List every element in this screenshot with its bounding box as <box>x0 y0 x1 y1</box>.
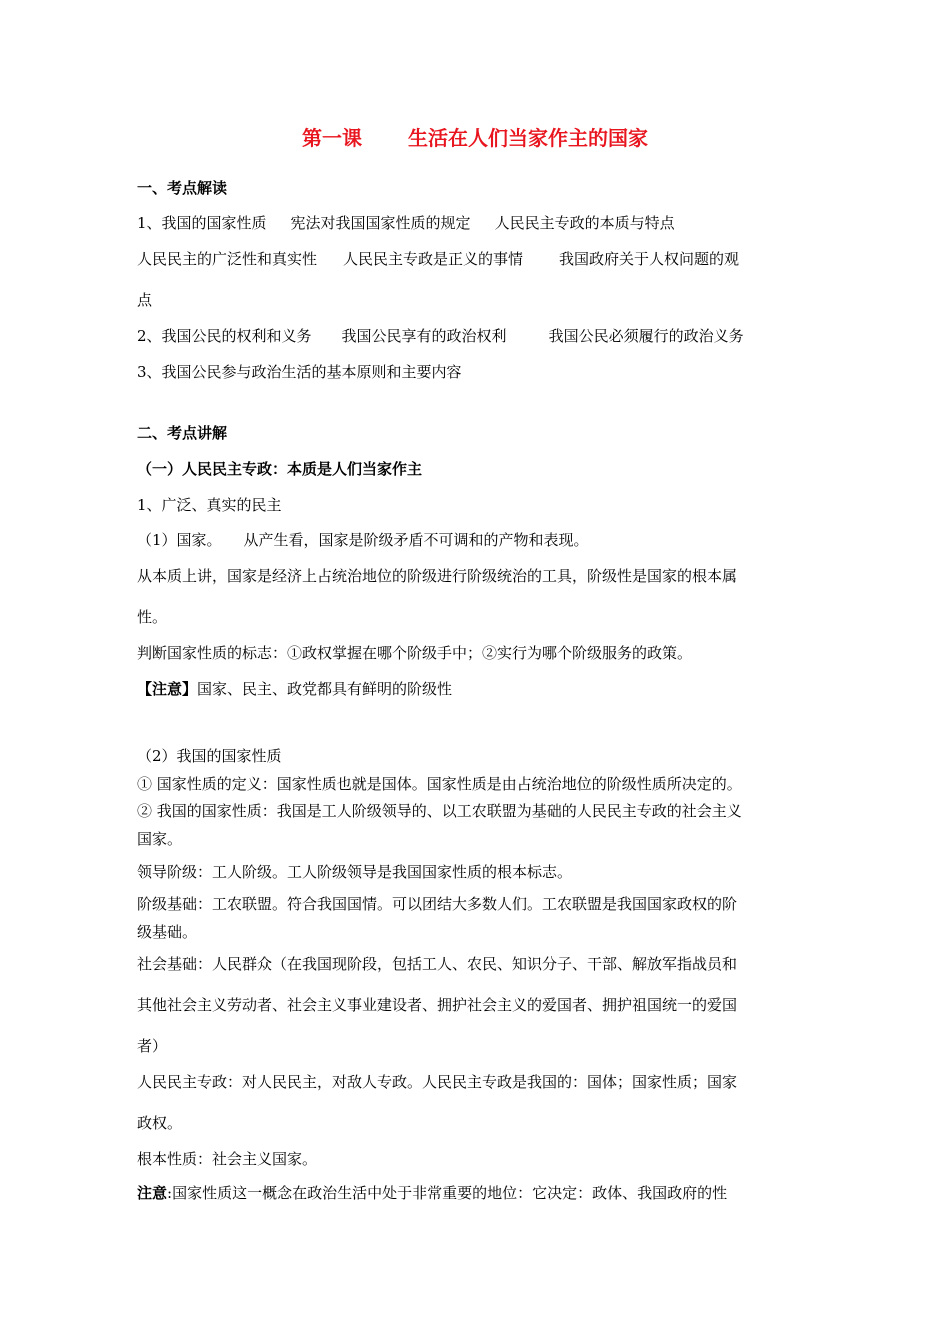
text-line: （2）我国的国家性质 <box>137 747 282 765</box>
text-line <box>137 1183 727 1203</box>
text-line: 级基础。 <box>137 923 198 941</box>
text-line <box>137 679 452 699</box>
text-segment: 国家、民主、政党都具有鲜明的阶级性 <box>197 680 453 698</box>
text-line: 从本质上讲，国家是经济上占统治地位的阶级进行阶级统治的工具，阶级性是国家的根本属 <box>137 567 738 585</box>
text-line <box>137 326 744 346</box>
title-lesson: 第一课 <box>302 126 362 150</box>
text-line: 政权。 <box>137 1114 183 1132</box>
text-line <box>137 530 589 550</box>
note-label: 注意 <box>137 1184 168 1202</box>
text-segment: 我国公民必须履行的政治义务 <box>548 327 744 345</box>
text-segment: 2、我国公民的权利和义务 <box>137 327 312 345</box>
text-line: 点 <box>137 291 153 309</box>
text-segment: 我国公民享有的政治权利 <box>341 327 507 345</box>
section-heading-2: 二、考点讲解 <box>137 424 228 442</box>
text-line: 性。 <box>137 608 168 626</box>
note-label: 【注意】 <box>137 680 198 698</box>
text-line: 人民民主专政：对人民民主，对敌人专政。人民民主专政是我国的：国体；国家性质；国家 <box>137 1073 738 1091</box>
text-line: ② 我国的国家性质：我国是工人阶级领导的、以工农联盟为基础的人民民主专政的社会主义 <box>137 802 742 820</box>
text-segment: 人民民主的广泛性和真实性 <box>137 250 318 268</box>
text-segment: 1、我国的国家性质 <box>137 214 267 232</box>
text-segment: :国家性质这一概念在政治生活中处于非常重要的地位：它决定：政体、我国政府的性 <box>167 1184 728 1202</box>
text-segment: 我国政府关于人权问题的观 <box>559 250 740 268</box>
title-topic: 生活在人们当家作主的国家 <box>408 126 648 150</box>
text-segment: 宪法对我国国家性质的规定 <box>290 214 471 232</box>
text-line: 国家。 <box>137 830 183 848</box>
text-line: 其他社会主义劳动者、社会主义事业建设者、拥护社会主义的爱国者、拥护祖国统一的爱国 <box>137 996 738 1014</box>
text-line: 根本性质：社会主义国家。 <box>137 1150 318 1168</box>
text-line: ① 国家性质的定义：国家性质也就是国体。国家性质是由占统治地位的阶级性质所决定的。 <box>137 775 742 793</box>
text-segment: 人民民主专政的本质与特点 <box>494 214 675 232</box>
text-line: 判断国家性质的标志：①政权掌握在哪个阶级手中；②实行为哪个阶级服务的政策。 <box>137 644 693 662</box>
text-line: 社会基础：人民群众（在我国现阶段，包括工人、农民、知识分子、干部、解放军指战员和 <box>137 955 738 973</box>
text-line: 3、我国公民参与政治生活的基本原则和主要内容 <box>137 363 462 381</box>
text-line: 领导阶级：工人阶级。工人阶级领导是我国国家性质的根本标志。 <box>137 863 573 881</box>
text-line <box>137 249 739 269</box>
text-line: 者） <box>137 1037 168 1055</box>
text-line: 1、广泛、真实的民主 <box>137 496 282 514</box>
subsection-heading: （一）人民民主专政：本质是人们当家作主 <box>137 460 423 478</box>
text-line <box>137 213 675 233</box>
page-title <box>0 125 950 151</box>
section-heading-1: 一、考点解读 <box>137 179 228 197</box>
text-segment: 人民民主专政是正义的事情 <box>343 250 524 268</box>
text-line: 阶级基础：工农联盟。符合我国国情。可以团结大多数人们。工农联盟是我国国家政权的阶 <box>137 895 738 913</box>
text-segment: （1）国家。 <box>137 531 222 549</box>
text-segment: 从产生看，国家是阶级矛盾不可调和的产物和表现。 <box>243 531 589 549</box>
